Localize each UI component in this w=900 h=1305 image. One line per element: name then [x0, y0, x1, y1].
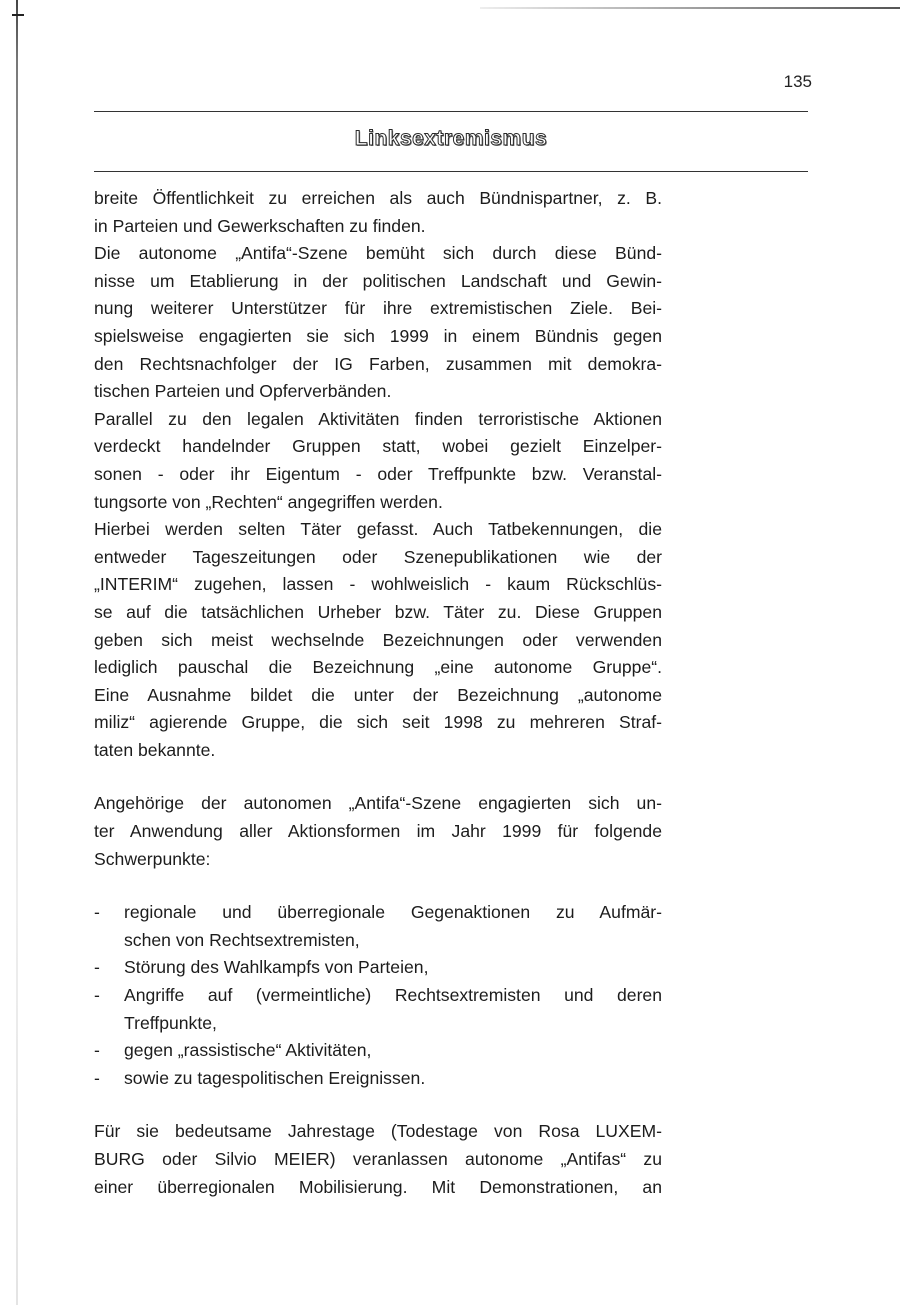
paragraph — [94, 790, 662, 873]
text-line: sowie zu tagespolitischen Ereignissen. — [124, 1067, 426, 1088]
text-line: spielsweise engagierten sie sich 1999 in einem Bündnis gegen — [94, 325, 662, 346]
paragraph-gap — [94, 873, 662, 899]
list-item — [94, 982, 662, 1037]
text-line: sonen - oder ihr Eigentum - oder Treffpunkte bzw. Veranstal- — [94, 463, 662, 484]
text-line: regionale und überregionale Gegenaktionen zu Aufmär- — [124, 902, 662, 923]
header-rule-top — [94, 111, 808, 112]
paragraph-gap — [94, 1092, 662, 1118]
text-line: taten bekannte. — [94, 739, 216, 760]
bullet-dash: - — [94, 957, 100, 978]
text-line: miliz“ agierende Gruppe, die sich seit 1998 zu mehreren Straf- — [94, 712, 662, 733]
text-line: gegen „rassistische“ Aktivitäten, — [124, 1040, 372, 1061]
list-item — [94, 899, 662, 954]
text-line: schen von Rechtsextremisten, — [124, 929, 360, 950]
text-line: tischen Parteien und Opferverbänden. — [94, 381, 392, 402]
text-line: Eine Ausnahme bildet die unter der Bezeichnung „autonome — [94, 684, 662, 705]
text-line: Schwerpunkte: — [94, 848, 211, 869]
list-item — [94, 954, 662, 982]
bullet-dash: - — [94, 1040, 100, 1061]
text-line: tungsorte von „Rechten“ angegriffen werden. — [94, 491, 443, 512]
text-line: Hierbei werden selten Täter gefasst. Auch Tatbekennungen, die — [94, 519, 662, 540]
text-line: Treffpunkte, — [124, 1012, 217, 1033]
text-line: Angehörige der autonomen „Antifa“-Szene engagierten sich un- — [94, 793, 662, 814]
bullet-dash: - — [94, 985, 100, 1006]
body-text — [94, 185, 662, 1201]
paragraph — [94, 516, 662, 764]
text-line: nisse um Etablierung in der politischen Landschaft und Gewin- — [94, 270, 662, 291]
text-line: Für sie bedeutsame Jahrestage (Todestage von Rosa LUXEM- — [94, 1121, 662, 1142]
scan-corner-mark — [12, 14, 24, 16]
paragraph — [94, 1118, 662, 1201]
text-line: „INTERIM“ zugehen, lassen - wohlweislich - kaum Rückschlüs- — [94, 574, 662, 595]
text-line: geben sich meist wechselnde Bezeichnungen oder verwenden — [94, 629, 662, 650]
running-header: Linksextremismus — [354, 127, 548, 150]
text-line: Störung des Wahlkampfs von Parteien, — [124, 957, 429, 978]
paragraph — [94, 185, 662, 240]
scan-top-edge — [480, 7, 900, 9]
text-line: den Rechtsnachfolger der IG Farben, zusammen mit demokra- — [94, 353, 662, 374]
paragraph — [94, 240, 662, 406]
text-line: Die autonome „Antifa“-Szene bemüht sich durch diese Bünd- — [94, 243, 662, 264]
text-line: Angriffe auf (vermeintliche) Rechtsextremisten und deren — [124, 985, 662, 1006]
text-line: entweder Tageszeitungen oder Szenepublikationen wie der — [94, 546, 662, 567]
text-line: einer überregionalen Mobilisierung. Mit Demonstrationen, an — [94, 1176, 662, 1197]
text-line: se auf die tatsächlichen Urheber bzw. Täter zu. Diese Gruppen — [94, 601, 662, 622]
text-line: lediglich pauschal die Bezeichnung „eine autonome Gruppe“. — [94, 657, 662, 678]
text-line: in Parteien und Gewerkschaften zu finden. — [94, 215, 426, 236]
text-line: BURG oder Silvio MEIER) veranlassen autonome „Antifas“ zu — [94, 1149, 662, 1169]
bullet-dash: - — [94, 902, 100, 923]
bullet-dash: - — [94, 1067, 100, 1088]
text-line: breite Öffentlichkeit zu erreichen als auch Bündnispartner, z. B. — [94, 188, 662, 208]
bullet-list — [94, 899, 662, 1092]
scan-left-edge — [16, 0, 18, 1305]
list-item — [94, 1037, 662, 1065]
text-line: verdeckt handelnder Gruppen statt, wobei gezielt Einzelper- — [94, 436, 662, 457]
paragraph — [94, 406, 662, 516]
page-number: 135 — [783, 72, 812, 91]
text-line: ter Anwendung aller Aktionsformen im Jahr 1999 für folgende — [94, 821, 662, 842]
header-rule-bottom — [94, 171, 808, 172]
list-item — [94, 1065, 662, 1093]
text-line: Parallel zu den legalen Aktivitäten finden terroristische Aktionen — [94, 408, 662, 429]
paragraph-gap — [94, 764, 662, 790]
text-line: nung weiterer Unterstützer für ihre extremistischen Ziele. Bei- — [94, 298, 662, 319]
